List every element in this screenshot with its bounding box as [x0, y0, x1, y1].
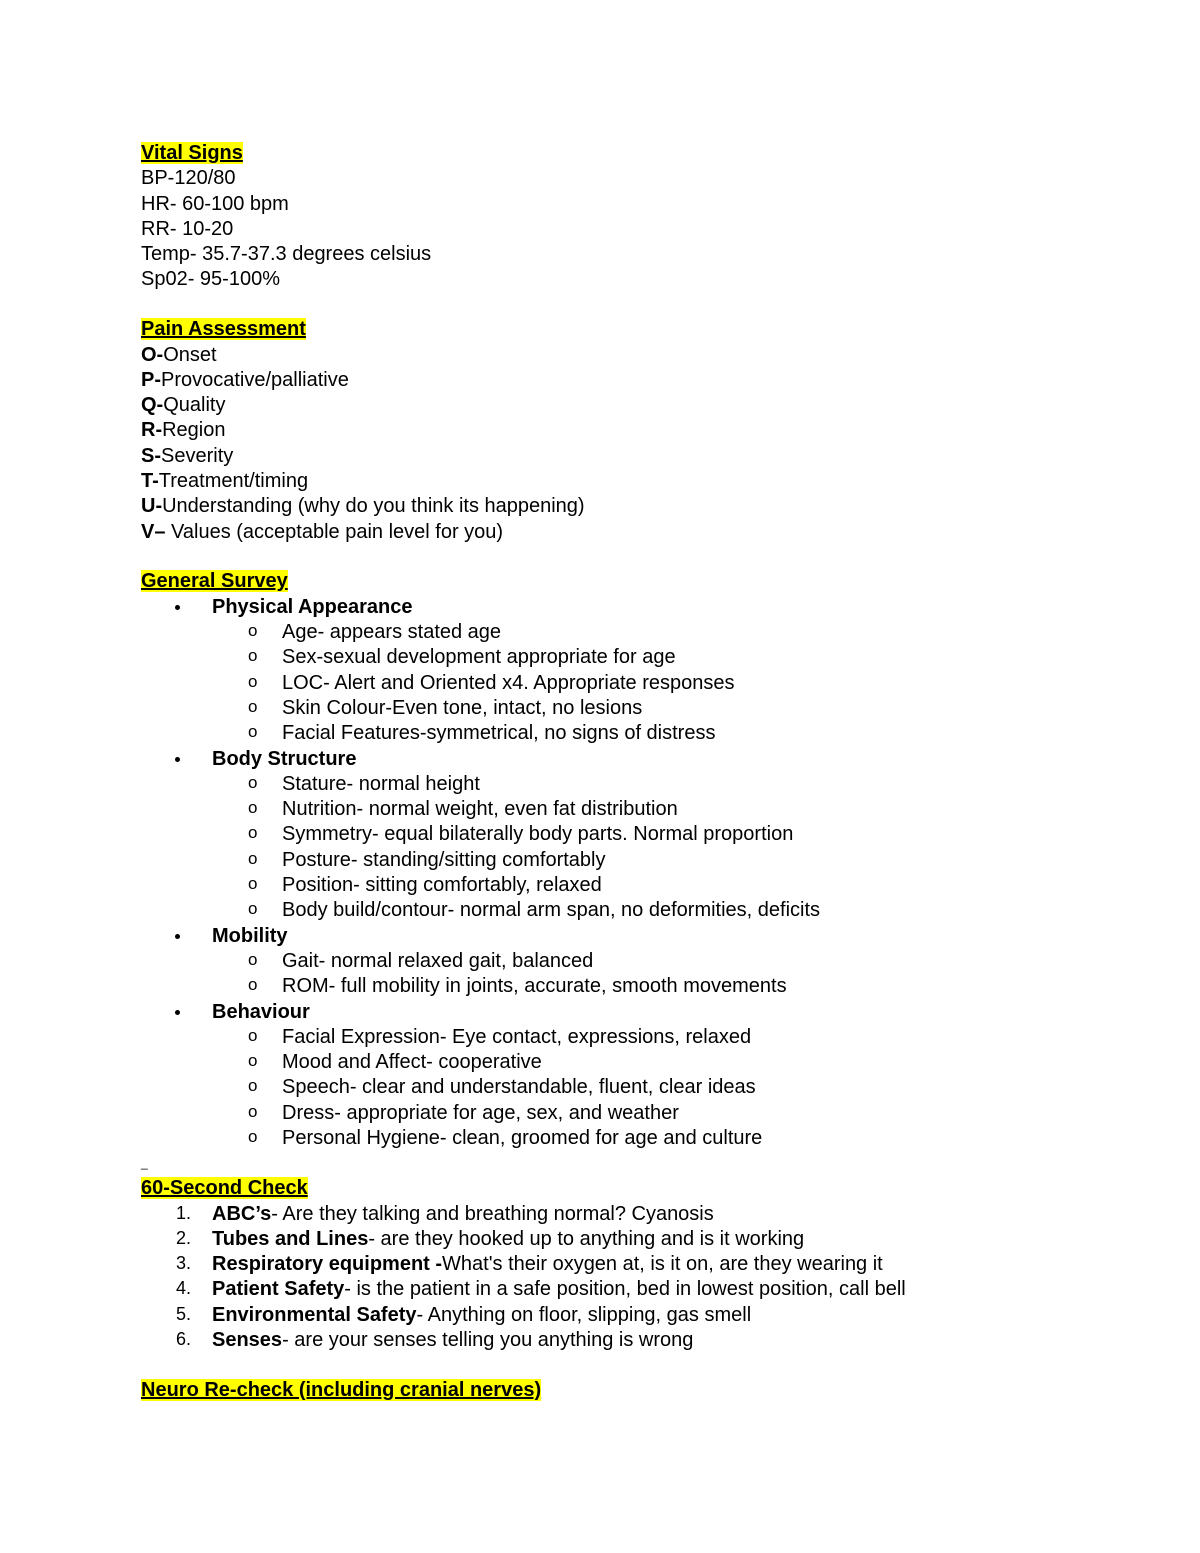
circle-bullet-icon: o — [248, 1076, 258, 1096]
check-item: 3. Respiratory equipment -What's their oxygen at, is it on, are they wearing it — [176, 1253, 883, 1276]
bullet-icon — [175, 1010, 180, 1015]
general-survey-heading: General Survey — [141, 570, 288, 593]
vital-sign-item: Sp02- 95-100% — [141, 268, 280, 291]
check-item: 1. ABC’s- Are they talking and breathing normal? Cyanosis — [176, 1202, 714, 1225]
pain-item: U-Understanding (why do you think its happening) — [141, 495, 585, 518]
pain-item: T-Treatment/timing — [141, 470, 309, 493]
survey-subitem: o Facial Features-symmetrical, no signs of distress — [248, 722, 716, 745]
survey-subitem: o Facial Expression- Eye contact, expressions, relaxed — [248, 1025, 752, 1048]
survey-subitem: o LOC- Alert and Oriented x4. Appropriate responses — [248, 671, 735, 694]
survey-subitem: o Nutrition- normal weight, even fat distribution — [248, 798, 678, 821]
survey-subitem: o Symmetry- equal bilaterally body parts. Normal proportion — [248, 823, 794, 846]
document-page — [141, 141, 1121, 1403]
bullet-icon — [175, 934, 180, 939]
bullet-icon — [175, 757, 180, 762]
survey-group-label: Mobility — [212, 924, 288, 947]
survey-subitem: o Body build/contour- normal arm span, no deformities, deficits — [248, 899, 821, 922]
circle-bullet-icon: o — [248, 772, 258, 792]
survey-subitem: o Stature- normal height — [248, 772, 480, 795]
survey-subitem: o Position- sitting comfortably, relaxed — [248, 874, 602, 897]
survey-group — [141, 1000, 1121, 1152]
circle-bullet-icon: o — [248, 798, 258, 818]
circle-bullet-icon: o — [248, 874, 258, 894]
pain-item: O-Onset — [141, 343, 217, 366]
check-item: 2. Tubes and Lines- are they hooked up to anything and is it working — [176, 1227, 805, 1250]
neuro-section — [141, 1378, 1121, 1403]
survey-group-label: Behaviour — [212, 1000, 310, 1023]
pain-item: V– Values (acceptable pain level for you) — [141, 520, 504, 543]
general-survey-section — [141, 569, 1121, 1151]
sixty-second-check-section — [141, 1176, 1121, 1353]
survey-subitem: o Personal Hygiene- clean, groomed for age and culture — [248, 1126, 763, 1149]
survey-group-label: Body Structure — [212, 747, 357, 770]
survey-subitem: o Mood and Affect- cooperative — [248, 1051, 542, 1074]
survey-group — [141, 747, 1121, 924]
survey-group-label: Physical Appearance — [212, 595, 413, 618]
vital-sign-item: BP-120/80 — [141, 167, 236, 190]
circle-bullet-icon: o — [248, 975, 258, 995]
circle-bullet-icon: o — [248, 823, 258, 843]
circle-bullet-icon: o — [248, 646, 258, 666]
vital-sign-item: RR- 10-20 — [141, 217, 234, 240]
vital-sign-item: HR- 60-100 bpm — [141, 192, 289, 215]
circle-bullet-icon: o — [248, 1101, 258, 1121]
survey-subitem: o Sex-sexual development appropriate for age — [248, 646, 676, 669]
circle-bullet-icon: o — [248, 1051, 258, 1071]
circle-bullet-icon: o — [248, 1126, 258, 1146]
pain-item: Q-Quality — [141, 394, 226, 417]
check-item: 5. Environmental Safety- Anything on floor, slipping, gas smell — [176, 1303, 752, 1326]
survey-subitem: o Age- appears stated age — [248, 621, 502, 644]
pain-assessment-section — [141, 317, 1121, 545]
pain-assessment-heading: Pain Assessment — [141, 318, 306, 341]
survey-subitem: o Posture- standing/sitting comfortably — [248, 848, 606, 871]
sixty-second-check-heading: 60-Second Check — [141, 1177, 308, 1200]
survey-subitem: o Skin Colour-Even tone, intact, no lesions — [248, 696, 643, 719]
pain-item: P-Provocative/palliative — [141, 368, 349, 391]
survey-group — [141, 595, 1121, 747]
bullet-icon — [175, 605, 180, 610]
vital-signs-heading: Vital Signs — [141, 142, 243, 164]
circle-bullet-icon: o — [248, 621, 258, 641]
circle-bullet-icon: o — [248, 848, 258, 868]
survey-subitem: o ROM- full mobility in joints, accurate, smooth movements — [248, 975, 787, 998]
circle-bullet-icon: o — [248, 696, 258, 716]
circle-bullet-icon: o — [248, 671, 258, 691]
stray-underscore: _ — [141, 1156, 148, 1171]
circle-bullet-icon: o — [248, 949, 258, 969]
pain-item: S-Severity — [141, 444, 234, 467]
vital-signs-section — [141, 141, 1121, 293]
circle-bullet-icon: o — [248, 899, 258, 919]
pain-item: R-Region — [141, 419, 226, 442]
neuro-heading: Neuro Re-check (including cranial nerves) — [141, 1378, 542, 1401]
check-item: 6. Senses- are your senses telling you anything is wrong — [176, 1329, 694, 1352]
circle-bullet-icon: o — [248, 722, 258, 742]
survey-subitem: o Speech- clear and understandable, fluent, clear ideas — [248, 1076, 756, 1099]
vital-sign-item: Temp- 35.7-37.3 degrees celsius — [141, 243, 432, 266]
survey-subitem: o Dress- appropriate for age, sex, and weather — [248, 1101, 679, 1124]
survey-subitem: o Gait- normal relaxed gait, balanced — [248, 949, 594, 972]
circle-bullet-icon: o — [248, 1025, 258, 1045]
check-item: 4. Patient Safety- is the patient in a safe position, bed in lowest position, call bell — [176, 1278, 906, 1301]
survey-group — [141, 924, 1121, 1000]
